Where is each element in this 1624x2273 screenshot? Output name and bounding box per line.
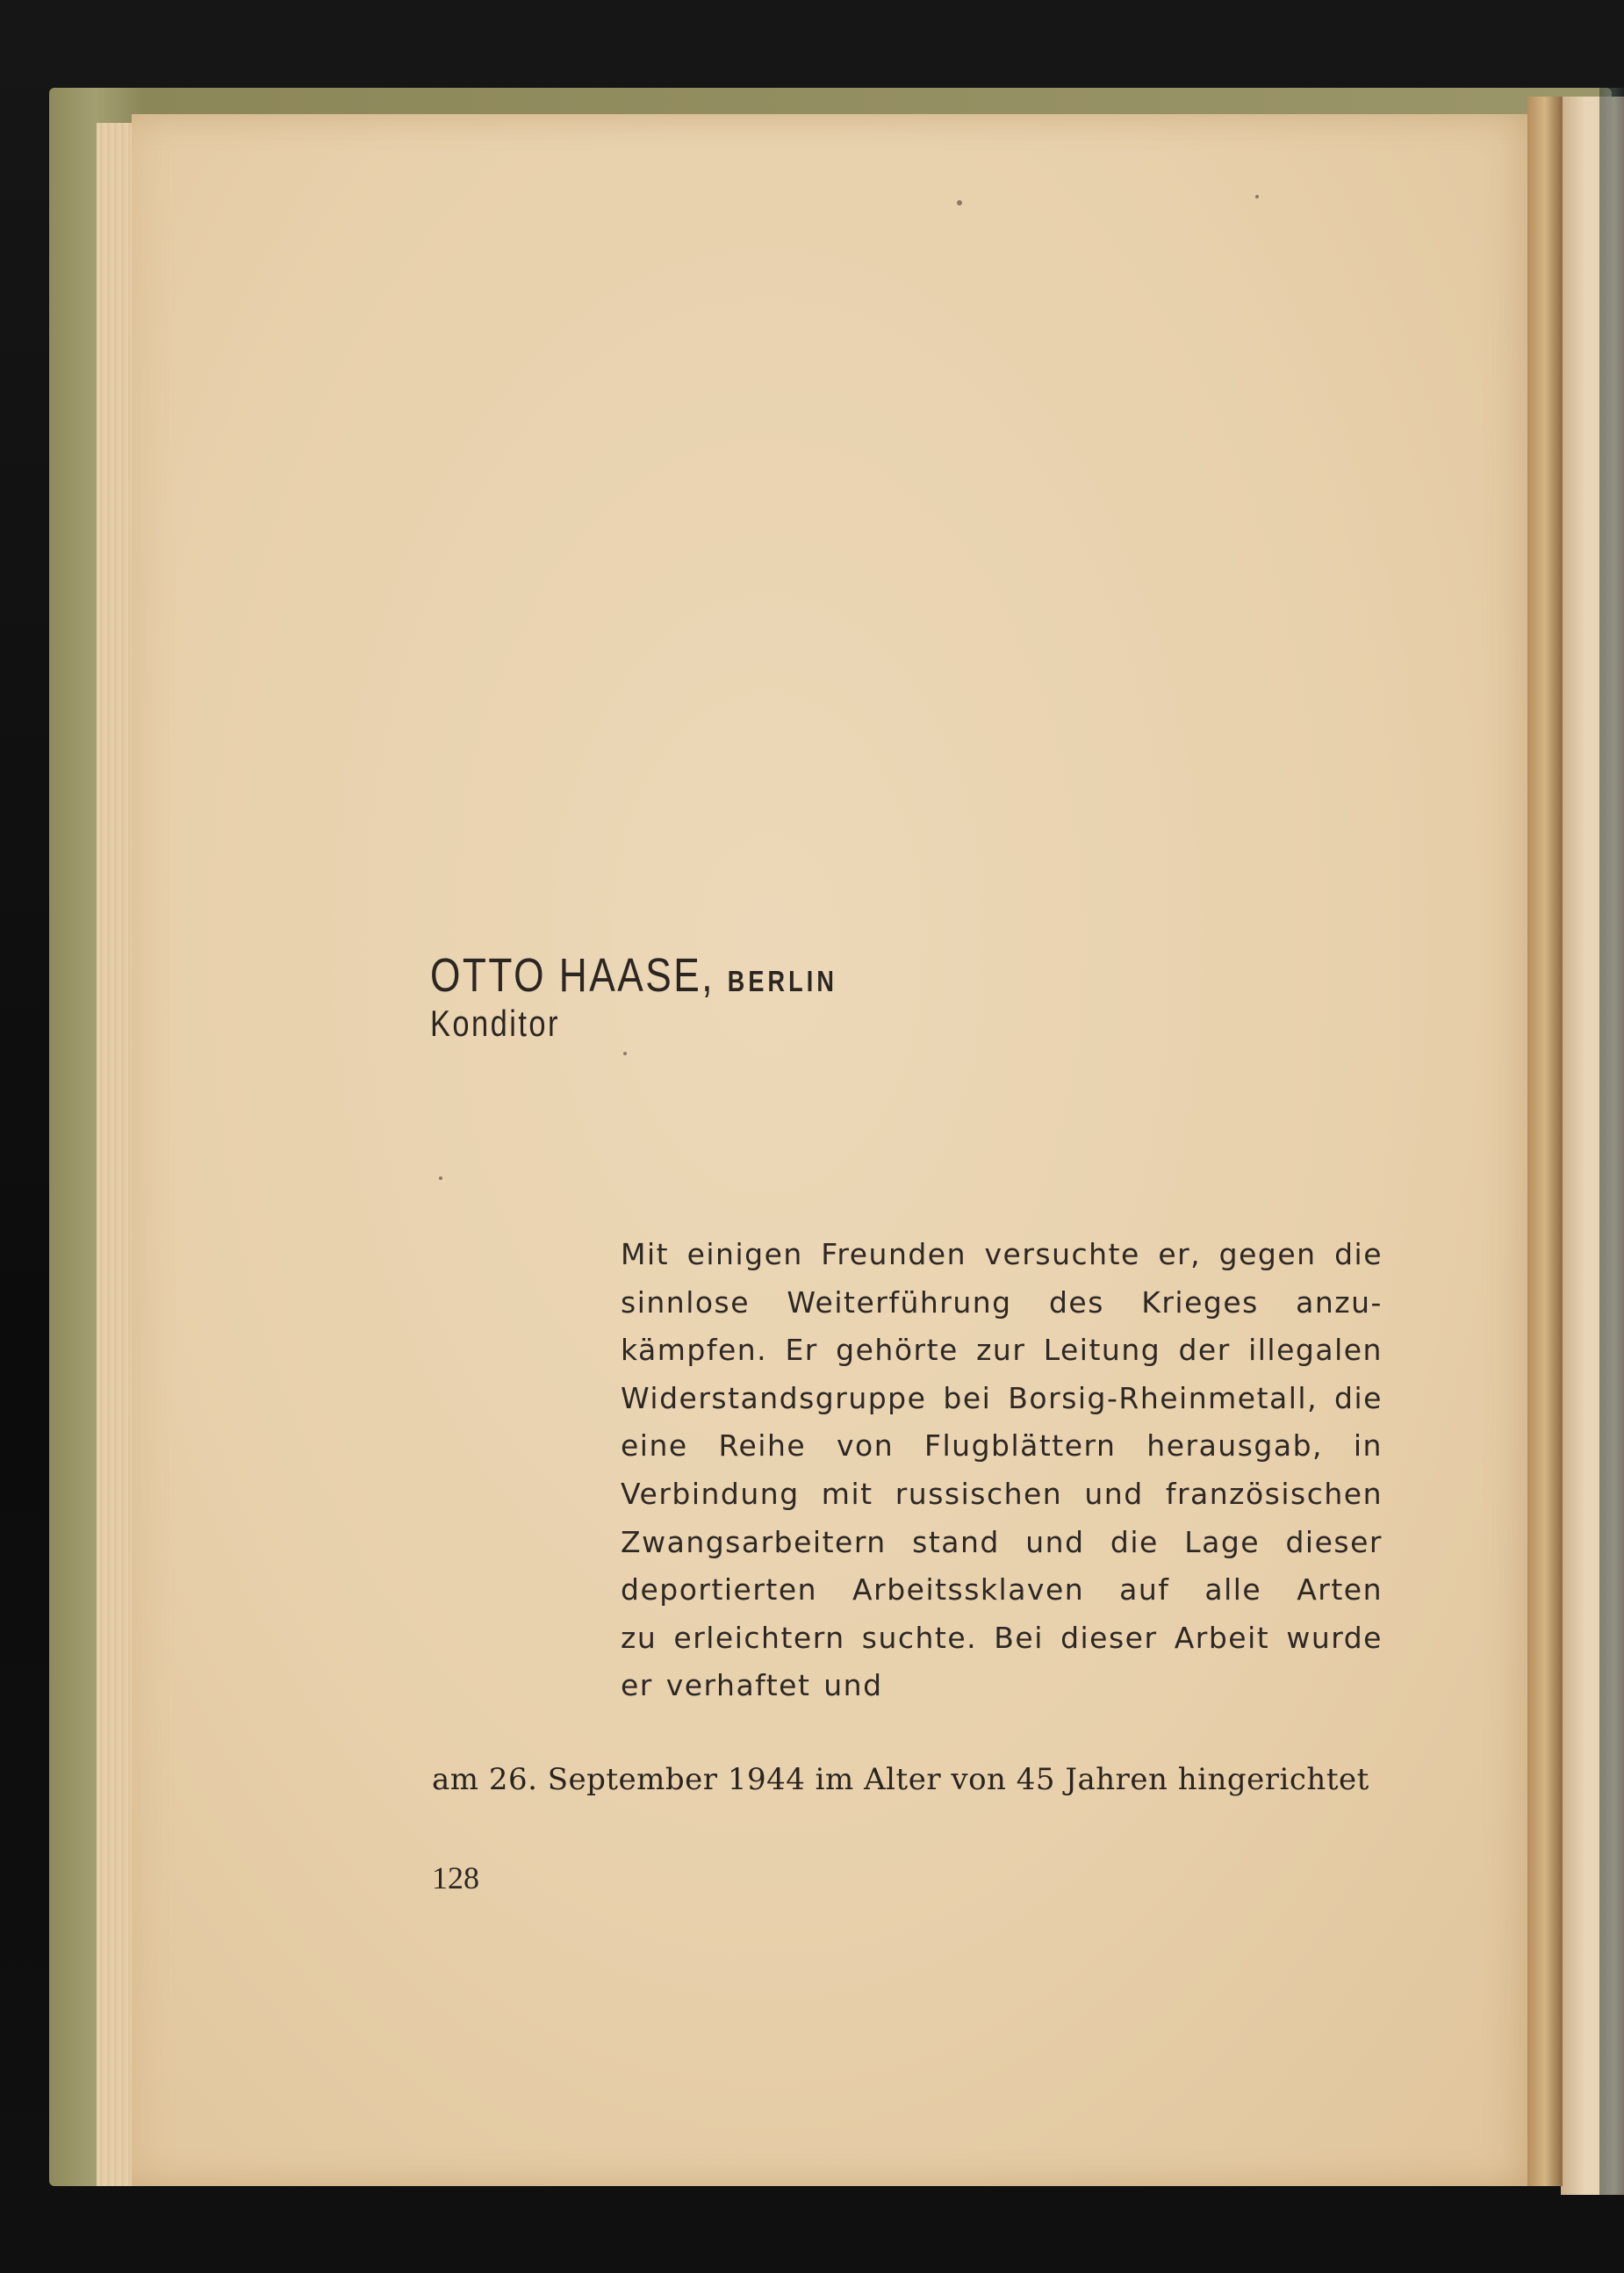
paper-speck xyxy=(1255,195,1259,198)
person-city: BERLIN xyxy=(727,965,838,997)
person-heading xyxy=(430,948,837,1003)
paragraph-line: zu erleichtern suchte. Bei dieser Arbeit wurde xyxy=(621,1620,1383,1655)
person-occupation: Konditor xyxy=(430,1003,560,1044)
paragraph-line: Zwangsarbeitern stand und die Lage dieser xyxy=(621,1524,1383,1559)
paragraph-line: eine Reihe von Flugblättern herausgab, in xyxy=(621,1428,1383,1464)
paragraph-line: er verhaftet und xyxy=(621,1668,883,1703)
paragraph-line: Verbindung mit russischen und französischen xyxy=(621,1476,1383,1511)
facing-cover-edge xyxy=(1599,88,1624,2195)
paper-speck xyxy=(623,1052,627,1055)
execution-line: am 26. September 1944 im Alter von 45 Jahren hingerichtet xyxy=(432,1762,1369,1797)
paragraph-line: sinnlose Weiterführung des Krieges anzu- xyxy=(621,1284,1383,1320)
paragraph-line: Widerstandsgruppe bei Borsig-Rheinmetall, die xyxy=(621,1380,1383,1415)
person-name: OTTO HAASE, xyxy=(430,949,715,1002)
paper-speck xyxy=(439,1176,442,1180)
book-page xyxy=(132,114,1545,2186)
page-gutter xyxy=(1527,97,1563,2186)
paragraph-line: Mit einigen Freunden versuchte er, gegen die xyxy=(621,1237,1383,1271)
paragraph-line: deportierten Arbeitssklaven auf alle Arten xyxy=(621,1572,1383,1608)
paragraph-line: kämpfen. Er gehörte zur Leitung der illegalen xyxy=(621,1333,1383,1368)
biography-paragraph xyxy=(621,1231,1383,1710)
page-number: 128 xyxy=(432,1860,479,1895)
paper-speck xyxy=(957,200,962,205)
